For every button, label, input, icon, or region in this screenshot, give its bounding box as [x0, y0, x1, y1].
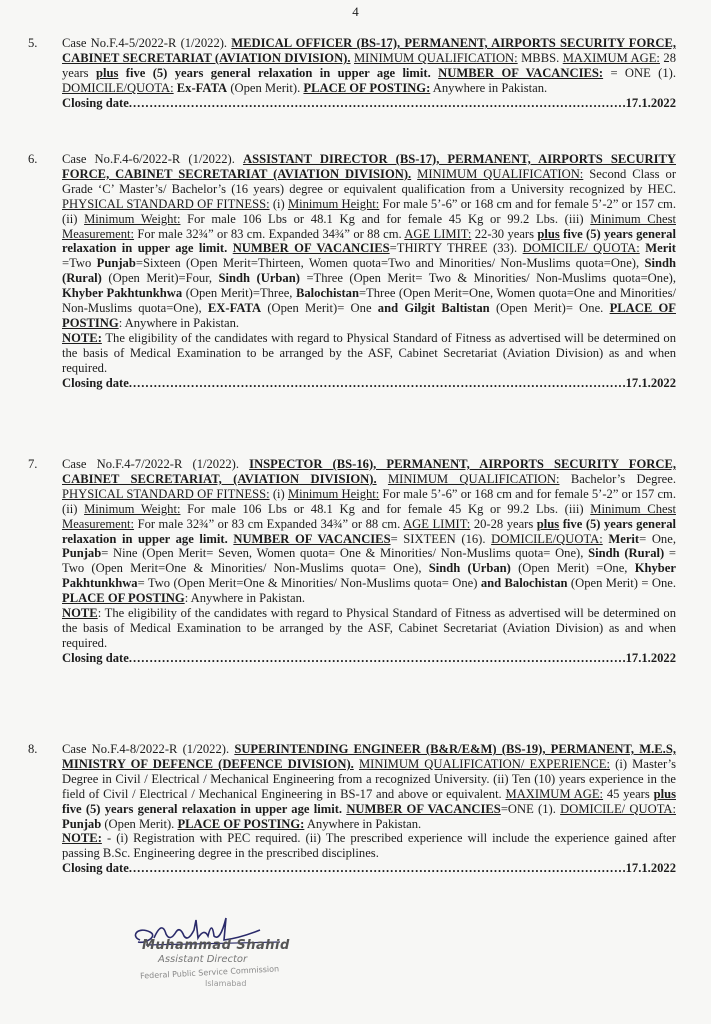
closing-date: 17.1.2022 — [625, 861, 676, 876]
signature-block — [110, 912, 360, 1012]
posting: Anywhere in Pakistan. — [306, 816, 422, 831]
quota-value: (Open Merit) =One, — [518, 561, 628, 576]
item-number: 6. — [28, 152, 38, 166]
vacancies: = SIXTEEN (16). — [390, 531, 486, 546]
quota-label: Sindh (Urban) — [428, 561, 511, 576]
quota-label: Sindh (Urban) — [218, 271, 300, 286]
quota-value: = Two (Open Merit=One & Minorities/ Non-Muslims quota= One), — [62, 546, 677, 576]
quota-value: (Open Merit). — [104, 816, 175, 831]
note-label: NOTE: — [62, 831, 102, 846]
quota-value: = One, — [639, 531, 676, 546]
case-number: Case No.F.4-6/2022-R (1/2022). — [62, 152, 235, 166]
domicile-label: DOMICILE/QUOTA: — [62, 80, 174, 95]
posting: : Anywhere in Pakistan. — [118, 315, 240, 330]
min-qual-label: MINIMUM QUALIFICATION: — [417, 166, 584, 181]
quota-label: Punjab — [62, 816, 102, 831]
min-qual: Second Class or Grade ‘C’ Master’s/ Bachelor’s (16 years) degree or equivalent qualification from a University recognized by HEC. — [62, 166, 677, 196]
chest: For male 32¾” or 83 cm. Expanded 34¾” or 88 cm. — [137, 226, 402, 241]
closing-date: 17.1.2022 — [625, 95, 676, 110]
age-label: AGE LIMIT: — [403, 516, 471, 531]
min-qual: Bachelor’s Degree. — [570, 471, 676, 486]
domicile-label: DOMICILE/ QUOTA: — [522, 241, 640, 256]
item-body — [62, 457, 676, 651]
item-body — [62, 36, 676, 96]
vacancies: = ONE (1). — [610, 65, 677, 80]
item-body — [62, 742, 676, 861]
domicile-region: Ex-FATA — [176, 80, 228, 95]
quota-label: Balochistan — [295, 286, 359, 301]
case-number: Case No.F.4-5/2022-R (1/2022). — [62, 36, 228, 50]
list-marker: (ii) — [62, 211, 78, 226]
closing-label: Closing date — [62, 375, 129, 390]
domicile-detail: (Open Merit). — [230, 80, 301, 95]
list-marker: (ii) — [62, 501, 78, 516]
signatory-name: Muhammad Shahid — [142, 938, 290, 953]
item-number: 7. — [28, 457, 38, 471]
note-label: NOTE: — [62, 330, 102, 345]
signatory-city: Islamabad — [205, 979, 247, 988]
plus-word: plus — [653, 786, 676, 801]
domicile-label: DOMICILE/QUOTA: — [491, 531, 603, 546]
list-marker: (i) — [272, 486, 285, 501]
height: For male 5’-6” or 168 cm and for female 5’-2” or 157 cm. — [382, 486, 677, 501]
case-number: Case No.F.4-7/2022-R (1/2022). — [62, 457, 240, 471]
item-body — [62, 152, 676, 376]
vacancies-label: NUMBER OF VACANCIES: — [438, 65, 604, 80]
post-title: INSPECTOR (BS-16), PERMANENT, AIRPORTS SECURITY FORCE, CABINET SECRETARIAT, (AVIATION DIVISION). — [62, 457, 676, 486]
quota-value: = Nine (Open Merit= Seven, Women quota= One & Minorities/ Non-Muslims quota= One), — [101, 546, 584, 561]
vacancies-label: NUMBER OF VACANCIES — [232, 241, 390, 256]
weight-label: Minimum Weight: — [84, 501, 181, 516]
height-label: Minimum Height: — [287, 486, 380, 501]
note: The eligibility of the candidates with regard to Physical Standard of Fitness as advertised will be determined on the basis of Medical Examination to be arranged by the ASF, Cabinet Secretariat (Aviation Division) as and when required. — [62, 330, 676, 375]
weight: For male 106 Lbs or 48.1 Kg and for female 45 Kg or 99.2 Lbs. — [187, 501, 558, 516]
post-title: MEDICAL OFFICER (BS-17), PERMANENT, AIRPORTS SECURITY FORCE, CABINET SECRETARIAT (AVIATION DIVISION). — [62, 36, 676, 65]
quota-label: Balochistan — [504, 576, 568, 591]
plus-word: plus — [536, 516, 560, 531]
age: 22-30 years — [474, 226, 535, 241]
quota-value: (Open Merit)=Three, — [185, 286, 293, 301]
post-title: ASSISTANT DIRECTOR (BS-17), PERMANENT, AIRPORTS SECURITY FORCE, CABINET SECRETARIAT (AVIATION DIVISION). — [62, 152, 676, 181]
relaxation: five (5) years general relaxation in upper age limit. — [62, 516, 677, 546]
vacancies-label: NUMBER OF VACANCIES — [233, 531, 391, 546]
min-qual: MBBS. — [521, 50, 560, 65]
posting: Anywhere in Pakistan. — [432, 80, 548, 95]
fitness-label: PHYSICAL STANDARD OF FITNESS: — [62, 486, 270, 501]
closing-date-line — [62, 651, 676, 666]
page-number: 4 — [352, 4, 359, 19]
note: : The eligibility of the candidates with regard to Physical Standard of Fitness as advertised will be determined on the basis of Medical Examination to be arranged by the ASF, Cabinet Secretariat (Aviation Division) as and when required. — [62, 606, 676, 650]
chest-label: Minimum Chest Measurement: — [62, 501, 676, 531]
quota-value: =Three (Open Merit= Two & Minorities/ Non-Muslims quota=One), — [306, 271, 676, 286]
max-age: 28 years — [62, 50, 676, 80]
max-age-label: MAXIMUM AGE: — [505, 786, 604, 801]
min-qual: (i) Master’s Degree in Civil / Electrical / Mechanical Engineering from a recognized University. (ii) Ten (10) years experience in the field of Civil / Electrical / Mechanical Engineering in BS-17 and above or equivalent. — [62, 756, 677, 801]
quota-value: =Three (Open Merit=One, Women quota=One and Minorities/ Non-Muslims quota=One), — [62, 286, 676, 316]
vacancies: =ONE (1). — [500, 801, 556, 816]
height-label: Minimum Height: — [287, 196, 380, 211]
quota-value: (Open Merit)= One. — [495, 301, 604, 316]
age: 20-28 years — [473, 516, 534, 531]
closing-label: Closing date — [62, 95, 129, 110]
closing-label: Closing date — [62, 861, 129, 876]
list-marker: (i) — [272, 196, 285, 211]
closing-date-line — [62, 96, 676, 111]
list-marker: (iii) — [564, 501, 584, 516]
list-marker: (iii) — [564, 211, 584, 226]
min-qual-label: MINIMUM QUALIFICATION: — [387, 471, 560, 486]
quota-label: Punjab — [62, 546, 102, 561]
weight-label: Minimum Weight: — [84, 211, 181, 226]
vacancy-item-7 — [28, 457, 676, 666]
signatory-title: Assistant Director — [158, 954, 248, 965]
item-number: 5. — [28, 36, 38, 50]
vacancies-label: NUMBER OF VACANCIES — [346, 801, 501, 816]
quota-label: Sindh (Rural) — [62, 256, 676, 286]
posting-label: PLACE OF POSTING — [62, 591, 185, 606]
and-word: and — [377, 301, 399, 316]
post-title: SUPERINTENDING ENGINEER (B&R/E&M) (BS-19), PERMANENT, M.E.S, MINISTRY OF DEFENCE (DEFENCE DIVISION). — [62, 742, 676, 771]
vacancy-item-8 — [28, 742, 676, 876]
chest: For male 32¾” or 83 cm Expanded 34¾” or 88 cm. — [137, 516, 401, 531]
posting-label: PLACE OF POSTING: — [177, 816, 305, 831]
min-qual-label: MINIMUM QUALIFICATION/ EXPERIENCE: — [358, 756, 610, 771]
chest-label: Minimum Chest Measurement: — [62, 211, 676, 241]
max-age-label: MAXIMUM AGE: — [562, 50, 660, 65]
closing-date: 17.1.2022 — [625, 375, 676, 390]
plus-word: plus — [95, 65, 119, 80]
and-word: and — [480, 576, 502, 591]
max-age: 45 years — [606, 786, 650, 801]
quota-value: =Sixteen (Open Merit=Thirteen, Women quota=Two and Minorities/ Non-Muslims quota=One), — [135, 256, 640, 271]
plus-word: plus — [537, 226, 560, 241]
closing-date: 17.1.2022 — [625, 650, 676, 665]
case-number: Case No.F.4-8/2022-R (1/2022). — [62, 742, 230, 756]
item-number: 8. — [28, 742, 38, 756]
quota-label: Merit — [645, 241, 676, 256]
quota-value: =Two — [62, 256, 92, 271]
quota-value: (Open Merit)= One — [267, 301, 372, 316]
vacancy-item-5 — [28, 36, 676, 111]
relaxation: five (5) years general relaxation in upper age limit. — [125, 65, 431, 80]
closing-label: Closing date — [62, 650, 129, 665]
posting: : Anywhere in Pakistan. — [184, 591, 306, 606]
fitness-label: PHYSICAL STANDARD OF FITNESS: — [62, 196, 270, 211]
note-label: NOTE — [62, 606, 98, 621]
quota-label: Gilgit Baltistan — [404, 301, 490, 316]
weight: For male 106 Lbs or 48.1 Kg and for female 45 Kg or 99.2 Lbs. — [187, 211, 558, 226]
note: - (i) Registration with PEC required. (ii) The prescribed experience will include the experience gained after passing B.Sc. Engineering degree in the prescribed disciplines. — [62, 831, 676, 861]
quota-value: (Open Merit)=Four, — [108, 271, 213, 286]
quota-label: Punjab — [96, 256, 136, 271]
domicile-label: DOMICILE/ QUOTA: — [560, 801, 676, 816]
height: For male 5’-6” or 168 cm and for female 5’-2” or 157 cm. — [382, 196, 677, 211]
quota-label: Khyber Pakhtunkhwa — [62, 286, 183, 301]
relaxation: five (5) years general relaxation in upper age limit. — [62, 226, 676, 256]
vacancy-item-6 — [28, 152, 676, 391]
age-label: AGE LIMIT: — [404, 226, 472, 241]
posting-label: PLACE OF POSTING: — [303, 80, 431, 95]
signatory-organization: Federal Public Service Commission — [139, 964, 280, 981]
closing-date-line — [62, 376, 676, 391]
min-qual-label: MINIMUM QUALIFICATION: — [353, 50, 518, 65]
quota-value: (Open Merit) = One. — [570, 576, 676, 591]
quota-label: Sindh (Rural) — [588, 546, 665, 561]
posting-label: PLACE OF POSTING — [62, 301, 676, 330]
vacancies: =THIRTY THREE (33). — [389, 241, 518, 256]
quota-label: Khyber Pakhtunkhwa — [62, 561, 676, 591]
relaxation: five (5) years general relaxation in upper age limit. — [62, 801, 343, 816]
quota-value: = Two (Open Merit=One & Minorities/ Non-Muslims quota= One) — [137, 576, 478, 591]
quota-label: EX-FATA — [207, 301, 262, 316]
closing-date-line — [62, 861, 676, 876]
quota-label: Merit — [608, 531, 640, 546]
